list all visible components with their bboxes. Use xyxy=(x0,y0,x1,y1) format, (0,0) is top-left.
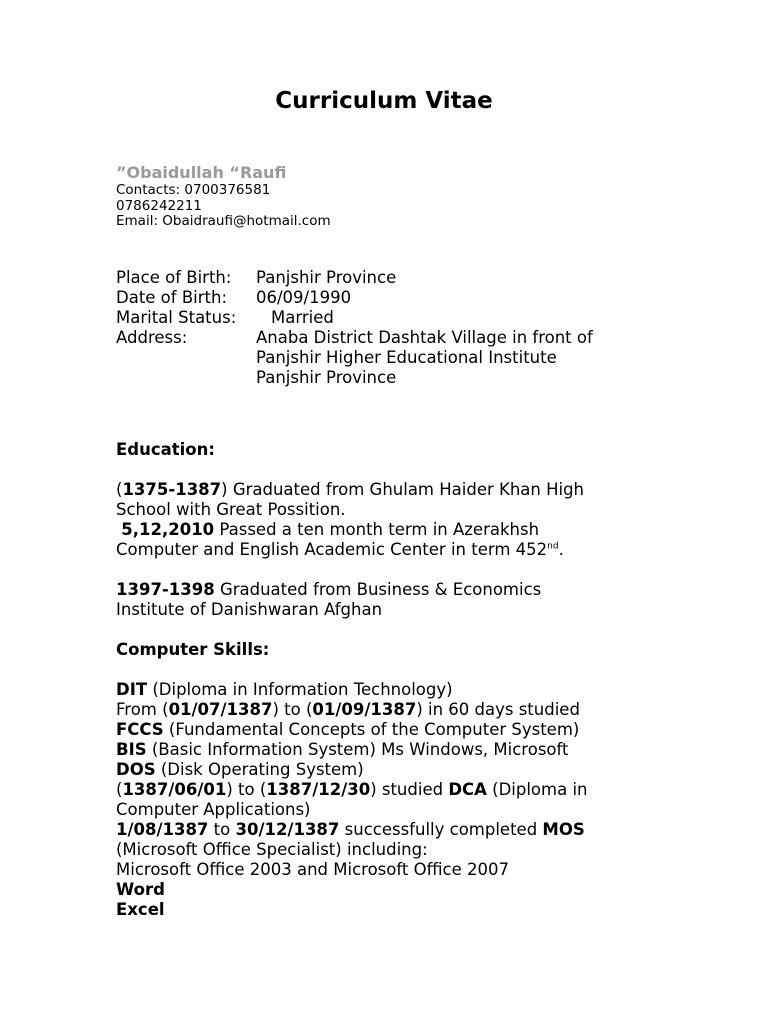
contact-block xyxy=(116,183,331,230)
contact-phone-1: Contacts: 0700376581 xyxy=(116,182,271,198)
skill-mos-cont: (Microsoft Office Specialist) including: xyxy=(116,840,428,859)
education-entry-1-cont: School with Great Possition. xyxy=(116,500,346,519)
education-heading: Education: xyxy=(116,440,215,459)
education-entry-3-cont: Institute of Danishwaran Afghan xyxy=(116,600,383,619)
place-of-birth-label: Place of Birth: xyxy=(116,268,232,287)
skill-dit-dates: From (01/07/1387) to (01/09/1387) in 60 days studied xyxy=(116,700,580,719)
address-line-2: Panjshir Higher Educational Institute xyxy=(256,348,557,367)
date-of-birth-row xyxy=(116,288,593,308)
marital-status-row xyxy=(116,308,593,328)
skill-mos-versions: Microsoft Office 2003 and Microsoft Office 2007 xyxy=(116,860,509,879)
address-row xyxy=(116,328,593,348)
contact-phone-2: 0786242211 xyxy=(116,197,202,214)
skill-dos: DOS (Disk Operating System) xyxy=(116,760,364,779)
education-entry-3: 1397-1398 Graduated from Business & Economics xyxy=(116,580,542,599)
address-label: Address: xyxy=(116,328,188,347)
address-line-3: Panjshir Province xyxy=(256,368,397,387)
date-of-birth-value: 06/09/1990 xyxy=(256,288,352,307)
address-line-1: Anaba District Dashtak Village in front of xyxy=(256,328,593,347)
place-of-birth-row xyxy=(116,268,593,288)
personal-info xyxy=(116,268,593,388)
education-entry-1: (1375-1387) Graduated from Ghulam Haider Khan High xyxy=(116,480,585,499)
skill-bis: BIS (Basic Information System) Ms Windows, Microsoft xyxy=(116,740,569,759)
computer-skills-heading: Computer Skills: xyxy=(116,640,270,659)
applicant-name: ”Obaidullah “Raufi xyxy=(116,163,287,182)
contact-email: Email: Obaidraufi@hotmail.com xyxy=(116,213,331,229)
skill-word: Word xyxy=(116,880,165,899)
education-entry-2: 5,12,2010 Passed a ten month term in Azerakhsh xyxy=(121,520,540,539)
marital-status-value: Married xyxy=(271,308,334,327)
document-title: Curriculum Vitae xyxy=(275,88,493,114)
skill-dca: (1387/06/01) to (1387/12/30) studied DCA (Diploma in xyxy=(116,780,588,799)
place-of-birth-value: Panjshir Province xyxy=(256,268,397,287)
skill-mos: 1/08/1387 to 30/12/1387 successfully completed MOS xyxy=(116,820,585,839)
skill-dit: DIT (Diploma in Information Technology) xyxy=(116,680,453,699)
skill-excel: Excel xyxy=(116,900,165,919)
education-entry-2-cont: Computer and English Academic Center in term 452nd. xyxy=(116,540,564,559)
skill-dca-cont: Computer Applications) xyxy=(116,800,311,819)
skill-fccs: FCCS (Fundamental Concepts of the Computer System) xyxy=(116,720,580,739)
marital-status-label: Marital Status: xyxy=(116,308,237,327)
cv-body xyxy=(116,440,676,920)
date-of-birth-label: Date of Birth: xyxy=(116,288,228,307)
